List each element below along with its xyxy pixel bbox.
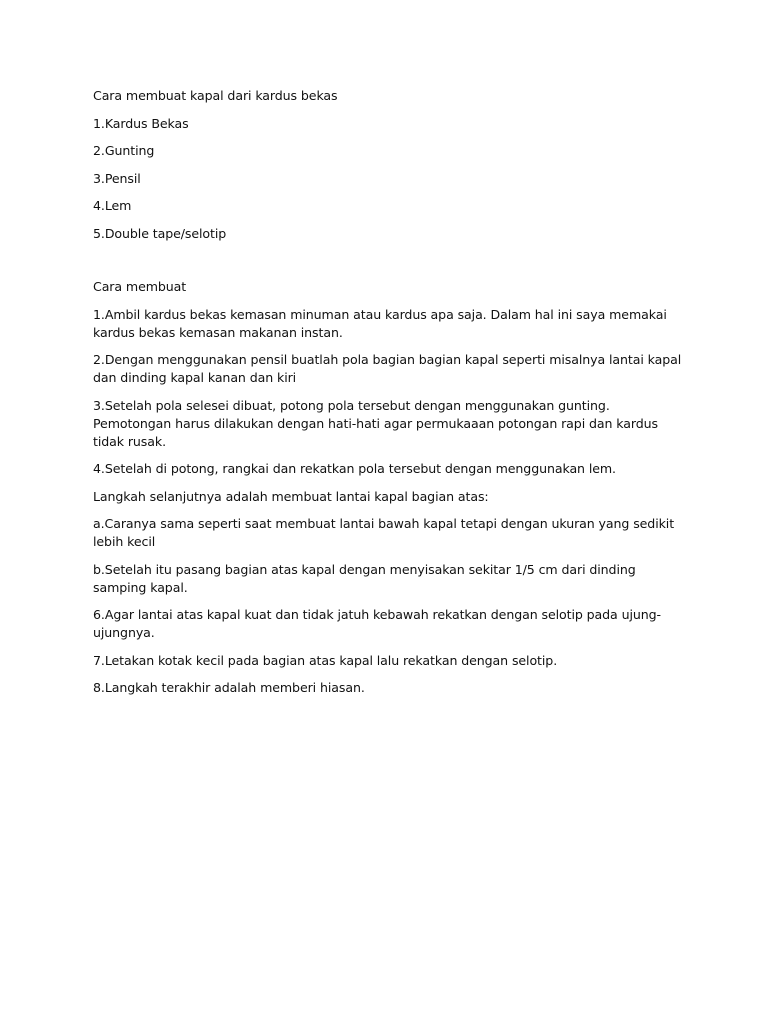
step-item: 1.Ambil kardus bekas kemasan minuman atau kardus apa saja. Dalam hal ini saya memakai kardus bekas kemasan makanan instan. xyxy=(93,306,667,340)
step-item: 4.Setelah di potong, rangkai dan rekatkan pola tersebut dengan menggunakan lem. xyxy=(93,461,616,476)
step-item: 8.Langkah terakhir adalah memberi hiasan. xyxy=(93,680,365,695)
material-item: 2.Gunting xyxy=(93,143,155,158)
step-item: 7.Letakan kotak kecil pada bagian atas kapal lalu rekatkan dengan selotip. xyxy=(93,652,558,668)
step-item: 3.Setelah pola selesei dibuat, potong pola tersebut dengan menggunakan gunting. Pemotongan harus dilakukan dengan hati-hati agar permukaaan potongan rapi dan kardus tidak rusak. xyxy=(93,397,658,449)
material-item: 5.Double tape/selotip xyxy=(93,225,227,241)
step-item: Langkah selanjutnya adalah membuat lantai kapal bagian atas: xyxy=(93,488,489,504)
section-heading: Cara membuat xyxy=(93,279,187,294)
document-title: Cara membuat kapal dari kardus bekas xyxy=(93,88,338,103)
step-item: a.Caranya sama seperti saat membuat lantai bawah kapal tetapi dengan ukuran yang sedikit lebih kecil xyxy=(93,516,675,549)
material-item: 3.Pensil xyxy=(93,170,141,186)
step-item: 2.Dengan menggunakan pensil buatlah pola bagian bagian kapal seperti misalnya lantai kapal dan dinding kapal kanan dan kiri xyxy=(93,352,682,385)
document-body xyxy=(93,87,683,707)
material-item: 4.Lem xyxy=(93,198,132,213)
step-item: b.Setelah itu pasang bagian atas kapal dengan menyisakan sekitar 1/5 cm dari dinding samping kapal. xyxy=(93,561,636,595)
material-item: 1.Kardus Bekas xyxy=(93,115,189,131)
step-item: 6.Agar lantai atas kapal kuat dan tidak jatuh kebawah rekatkan dengan selotip pada ujung-ujungnya. xyxy=(93,607,661,640)
section-gap xyxy=(93,252,683,278)
